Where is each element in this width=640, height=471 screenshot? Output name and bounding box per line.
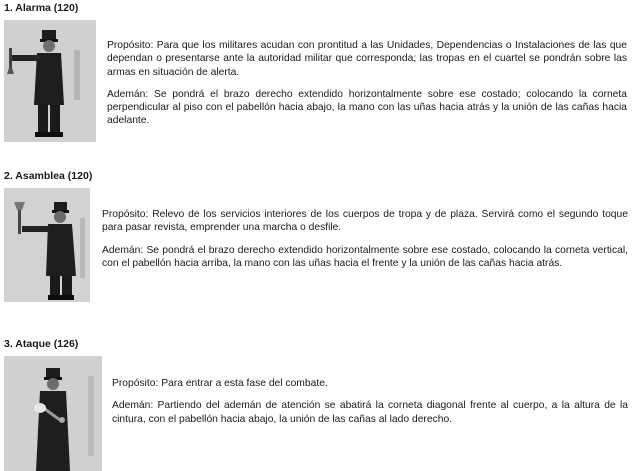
proposito-text: Propósito: Relevo de los servicios interiores de los cuerpos de tropa y de plaza. Servirá como el segundo toque para pasar revista, emprender una marcha o desfile. <box>102 209 628 234</box>
soldier-photo <box>4 20 96 142</box>
ademan-text: Ademán: Se pondrá el brazo derecho extendido horizontalmente sobre ese costado, colocando la corneta vertical, con el pabellón hacia arriba, la mano con las uñas hacia el frente y la unión de las cañas hacia atrás. <box>102 244 628 269</box>
soldier-photo <box>4 188 90 302</box>
section-text <box>107 39 627 137</box>
section-heading: 1. Alarma (120) <box>4 2 79 14</box>
soldier-figure <box>4 20 96 142</box>
section-text <box>102 208 628 279</box>
soldier-figure <box>4 356 102 471</box>
soldier-figure <box>4 188 90 302</box>
section-heading: 2. Asamblea (120) <box>4 170 93 182</box>
ademan-text: Ademán: Partiendo del ademán de atención se abatirá la corneta diagonal frente al cuerpo, a la altura de la cintura, con el pabellón hacia abajo, la unión de las cañas al lado derecho. <box>112 400 628 425</box>
proposito-text: Propósito: Para que los militares acudan con prontitud a las Unidades, Dependencias o Instalaciones de las que dependan o presentarse ante la autoridad militar que corresponda; las tropas en el cuartel se pondrán sobre las armas en situación de alerta. <box>107 40 627 78</box>
section-heading: 3. Ataque (126) <box>4 338 79 350</box>
soldier-photo <box>4 356 102 471</box>
ademan-text: Ademán: Se pondrá el brazo derecho extendido horizontalmente sobre ese costado; colocando la corneta perpendicular al piso con el pabellón hacia abajo, la mano con las uñas hacia atrás y la unión de las cañas hacia adelante. <box>107 88 627 127</box>
section-text <box>112 377 628 435</box>
proposito-text: Propósito: Para entrar a esta fase del combate. <box>112 378 328 389</box>
